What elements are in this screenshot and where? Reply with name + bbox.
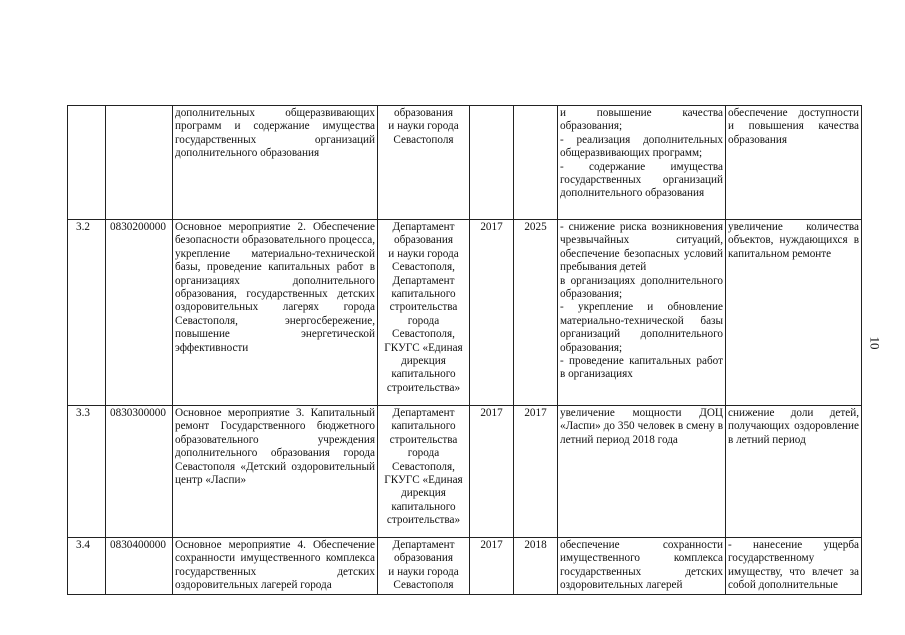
cell-end-year (514, 220, 558, 406)
activity-name-text: Основное мероприятие 3. Капитальный ремонт Государственного бюджетного образовательного учреждения дополнительного образования города Севастополя «Детский оздоровительный центр «Ласпи» (175, 407, 375, 487)
cell-executor (378, 538, 470, 595)
result-line: - снижение риска возникновения чрезвычайных ситуаций, обеспечение безопасных условий пребывания детей (560, 221, 723, 274)
consequence-text: увеличение количества объектов, нуждающихся в капитальном ремонте (728, 221, 859, 260)
cell-number (68, 106, 106, 220)
end-year-text: 2017 (524, 407, 547, 419)
executor-line: Департамент (392, 221, 455, 233)
cell-consequence (726, 406, 862, 538)
result-line: и повышение качества образования; (560, 107, 723, 133)
consequence-text: обеспечение доступности и повышения качества образования (728, 107, 859, 146)
executor-line: Департамент (392, 539, 455, 551)
activity-name-text: Основное мероприятие 4. Обеспечение сохранности имущественного комплекса государственных детских оздоровительных лагерей города (175, 539, 375, 592)
cell-start-year (470, 406, 514, 538)
cell-expected-result (558, 406, 726, 538)
cell-expected-result (558, 538, 726, 595)
cell-activity-name (173, 406, 378, 538)
cell-consequence (726, 220, 862, 406)
executor-line: города (407, 314, 440, 327)
executor-line: Севастополя, (392, 460, 455, 473)
result-line: - проведение капитальных работ в организациях (560, 355, 723, 381)
executor-line: дирекция (401, 355, 446, 368)
cell-expected-result (558, 220, 726, 406)
executor-line: строительства (389, 433, 458, 446)
consequence-text: - нанесение ущерба государственному имуществу, что влечет за собой дополнительные (728, 539, 859, 592)
executor-line: Севастополя (393, 133, 454, 146)
cell-end-year (514, 538, 558, 595)
table-row (68, 220, 862, 406)
start-year-text: 2017 (480, 221, 503, 233)
executor-line: Севастополя, (392, 328, 455, 341)
result-line: увеличение мощности ДОЦ «Ласпи» до 350 человек в смену в летний период 2018 года (560, 407, 723, 446)
result-line: обеспечение сохранности имущественного комплекса государственных детских оздоровительных лагерей (560, 539, 723, 592)
start-year-text: 2017 (480, 539, 503, 551)
executor-line: города (407, 447, 440, 460)
executor-line: образования (393, 552, 453, 565)
table-row (68, 406, 862, 538)
cell-activity-name (173, 220, 378, 406)
executor-line: образования (393, 107, 453, 119)
executor-line: капитального (391, 500, 456, 513)
executor-line: Севастополя (393, 579, 454, 592)
cell-executor (378, 406, 470, 538)
cell-number (68, 538, 106, 595)
cell-code-text: 0830200000 (110, 221, 166, 233)
consequence-text: снижение доли детей, получающих оздоровление в летний период (728, 407, 859, 446)
executor-line: строительства» (386, 381, 461, 394)
cell-executor (378, 106, 470, 220)
cell-number (68, 220, 106, 406)
cell-code (106, 538, 173, 595)
executor-line: капитального (391, 420, 456, 433)
result-line: - укрепление и обновление материально-технической базы организаций дополнительного образования; (560, 301, 723, 354)
cell-code-text: 0830300000 (110, 407, 166, 419)
cell-consequence (726, 106, 862, 220)
page-number: 10 (867, 336, 883, 350)
table-row (68, 106, 862, 220)
cell-activity-name (173, 538, 378, 595)
executor-line: капитального (391, 288, 456, 301)
executor-line: Севастополя, (392, 261, 455, 274)
executor-line: Департамент (392, 407, 455, 419)
activity-name-text: Основное мероприятие 2. Обеспечение безопасности образовательного процесса, укрепление материально-технической базы, проведение капитальных работ в организациях дополнительного образования, государственных детских оздоровительных лагерях города Севастополя, энергосбережение, повышение энергетической эффективности (175, 221, 375, 354)
cell-start-year (470, 106, 514, 220)
cell-code-text: 0830400000 (110, 539, 166, 551)
result-line: - содержание имущества государственных организаций дополнительного образования (560, 160, 723, 200)
result-line: - реализация дополнительных общеразвивающих программ; (560, 133, 723, 160)
table-row (68, 538, 862, 595)
cell-code (106, 106, 173, 220)
executor-line: и науки города (388, 247, 459, 260)
executor-line: Департамент (392, 274, 455, 287)
cell-activity-name (173, 106, 378, 220)
executor-line: капитального (391, 368, 456, 381)
executor-line: и науки города (388, 120, 459, 133)
cell-consequence (726, 538, 862, 595)
executor-line: дирекция (401, 487, 446, 500)
cell-number-text: 3.3 (76, 407, 90, 419)
cell-start-year (470, 220, 514, 406)
cell-executor (378, 220, 470, 406)
program-table (67, 105, 862, 595)
result-line: в организациях дополнительного образования; (560, 274, 723, 301)
cell-expected-result (558, 106, 726, 220)
executor-line: и науки города (388, 565, 459, 578)
end-year-text: 2025 (524, 221, 547, 233)
start-year-text: 2017 (480, 407, 503, 419)
executor-line: строительства» (386, 514, 461, 527)
cell-end-year (514, 406, 558, 538)
cell-start-year (470, 538, 514, 595)
cell-number-text: 3.4 (76, 539, 90, 551)
executor-line: образования (393, 234, 453, 247)
cell-number (68, 406, 106, 538)
executor-line: ГКУГС «Единая (384, 341, 463, 354)
executor-line: строительства (389, 301, 458, 314)
cell-code (106, 220, 173, 406)
cell-code (106, 406, 173, 538)
end-year-text: 2018 (524, 539, 547, 551)
cell-end-year (514, 106, 558, 220)
executor-line: ГКУГС «Единая (384, 474, 463, 487)
cell-number-text: 3.2 (76, 221, 90, 233)
activity-name-text: дополнительных общеразвивающих программ и содержание имущества государственных организаций дополнительного образования (175, 107, 375, 160)
